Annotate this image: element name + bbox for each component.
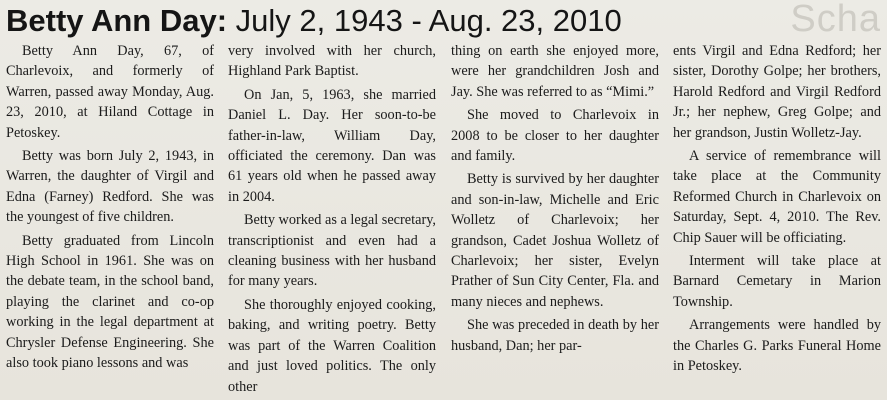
paragraph: She thoroughly enjoyed cooking, baking, and writing poetry. Betty was part of the Warren Coalition and just loved politics. The only other xyxy=(228,296,436,395)
text-column-4 xyxy=(673,41,881,380)
headline-name: Betty Ann Day: xyxy=(6,3,228,38)
headline-dates: July 2, 1943 - Aug. 23, 2010 xyxy=(227,3,622,38)
paragraph-continued: very involved with her church, Highland Park Baptist. xyxy=(228,43,436,80)
obituary-headline xyxy=(6,3,622,39)
paragraph: A service of remembrance will take place at the Community Reformed Church in Charlevoix on Saturday, Sept. 4, 2010. The Rev. Chip Sauer will be officiating. xyxy=(673,148,881,246)
adjacent-article-bleed: Scha xyxy=(790,0,881,40)
paragraph: She was preceded in death by her husband, Dan; her par- xyxy=(451,317,659,354)
text-column-2 xyxy=(228,41,436,400)
paragraph: Betty is survived by her daughter and son-in-law, Michelle and Eric Wolletz of Charlevoix; her grandson, Cadet Joshua Wolletz of Charlevoix; her sister, Evelyn Prather of Sun City Center, Fla. and many nieces and nephews. xyxy=(451,171,659,310)
paragraph: On Jan, 5, 1963, she married Daniel L. Day. Her soon-to-be father-in-law, William Day, officiated the ceremony. Dan was 61 years old when he passed away in 2004. xyxy=(228,86,436,205)
paragraph: Betty worked as a legal secretary, transcriptionist and even had a cleaning business with her husband for many years. xyxy=(228,212,436,290)
paragraph: She moved to Charlevoix in 2008 to be closer to her daughter and family. xyxy=(451,107,659,165)
text-column-1 xyxy=(6,41,214,377)
paragraph: Interment will take place at Barnard Cemetary in Marion Township. xyxy=(673,253,881,310)
text-column-3 xyxy=(451,41,659,359)
paragraph: Betty was born July 2, 1943, in Warren, the daughter of Virgil and Edna (Farney) Redford. She was the youngest of five children. xyxy=(6,148,214,226)
paragraph: Betty graduated from Lincoln High School in 1961. She was on the debate team, in the school band, playing the clarinet and co-op working in the legal department at Chrysler Defense Engineering. She also took piano lessons and was xyxy=(6,232,214,372)
paragraph: Arrangements were handled by the Charles G. Parks Funeral Home in Petoskey. xyxy=(673,317,881,375)
paragraph: Betty Ann Day, 67, of Charlevoix, and formerly of Warren, passed away Monday, Aug. 23, 2010, at Hiland Cottage in Petoskey. xyxy=(6,43,214,141)
paragraph-continued: ents Virgil and Edna Redford; her sister, Dorothy Golpe; her brothers, Harold Redford and Virgil Redford Jr.; her nephew, Greg Golpe; and her grandson, Justin Wolletz-Jay. xyxy=(673,43,881,141)
paragraph-continued: thing on earth she enjoyed more, were her grandchildren Josh and Jay. She was referred to as “Mimi.” xyxy=(451,43,659,100)
